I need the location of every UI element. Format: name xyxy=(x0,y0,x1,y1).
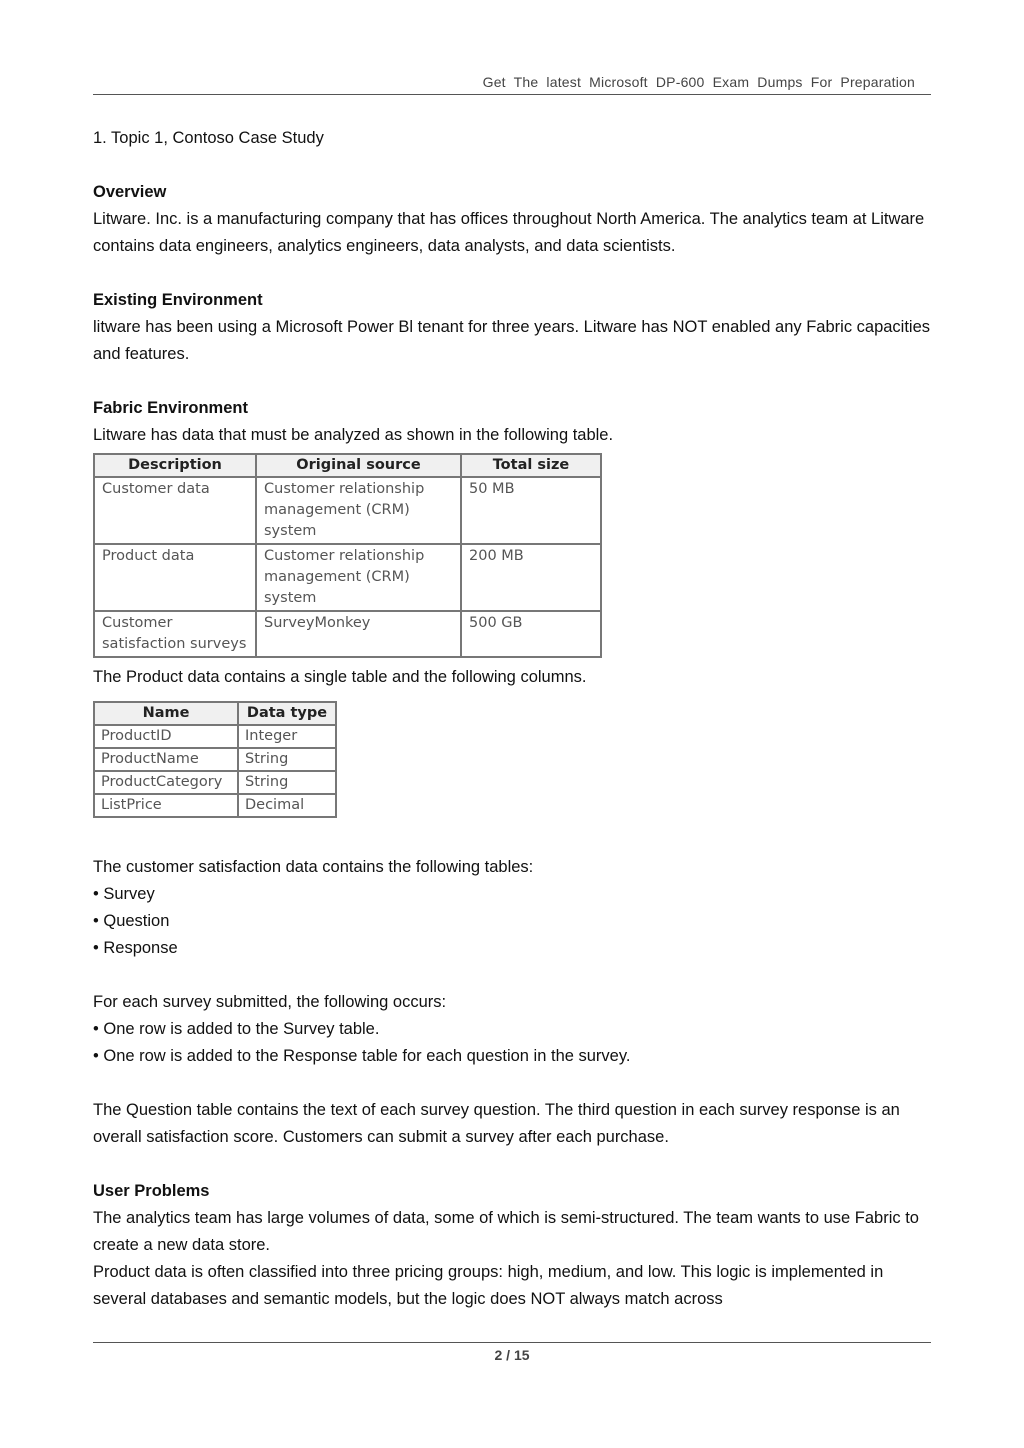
table-cell: SurveyMonkey xyxy=(256,611,461,657)
table-cell: ProductCategory xyxy=(94,771,238,794)
table-row xyxy=(94,725,336,748)
table-cell: ProductID xyxy=(94,725,238,748)
table-row xyxy=(94,794,336,817)
column-header: Data type xyxy=(238,702,336,725)
table-cell: Customer relationship management (CRM) system xyxy=(256,477,461,544)
table-cell: ListPrice xyxy=(94,794,238,817)
table-cell: 50 MB xyxy=(461,477,601,544)
page-number: 2 / 15 xyxy=(494,1347,530,1363)
column-header: Description xyxy=(94,454,256,477)
document-body xyxy=(93,125,933,1313)
table-row xyxy=(94,771,336,794)
table-row xyxy=(94,611,601,657)
fabric-environment-intro: Litware has data that must be analyzed as shown in the following table. xyxy=(93,426,614,444)
table-cell: Customer satisfaction surveys xyxy=(94,611,256,657)
overview-heading: Overview xyxy=(93,183,167,201)
table-cell: ProductName xyxy=(94,748,238,771)
user-problems-text-1: The analytics team has large volumes of data, some of which is semi-structured. The team wants to use Fabric to create a new data store. xyxy=(93,1209,919,1254)
table-row xyxy=(94,477,601,544)
column-header: Name xyxy=(94,702,238,725)
page-header xyxy=(93,72,931,95)
data-sources-table xyxy=(93,453,602,658)
table-cell: Customer data xyxy=(94,477,256,544)
table-cell: Product data xyxy=(94,544,256,611)
column-header: Original source xyxy=(256,454,461,477)
overview-text: Litware. Inc. is a manufacturing company that has offices throughout North America. The analytics team at Litware contains data engineers, analytics engineers, data analysts, and data scientists. xyxy=(93,210,925,255)
question-title: 1. Topic 1, Contoso Case Study xyxy=(93,129,324,147)
table-cell: Decimal xyxy=(238,794,336,817)
page-footer xyxy=(93,1342,931,1363)
list-item: • Response xyxy=(93,939,178,957)
table-header-row xyxy=(94,702,336,725)
question-table-text: The Question table contains the text of each survey question. The third question in each survey response is an overall satisfaction score. Customers can submit a survey after each purchase. xyxy=(93,1101,900,1146)
table-row xyxy=(94,544,601,611)
list-item: • Question xyxy=(93,912,170,930)
product-columns-table xyxy=(93,701,337,818)
table-header-row xyxy=(94,454,601,477)
table-cell: 200 MB xyxy=(461,544,601,611)
column-header: Total size xyxy=(461,454,601,477)
table-row xyxy=(94,748,336,771)
list-item: • Survey xyxy=(93,885,155,903)
user-problems-heading: User Problems xyxy=(93,1182,210,1200)
existing-environment-text: litware has been using a Microsoft Power Bl tenant for three years. Litware has NOT enabled any Fabric capacities and features. xyxy=(93,318,931,363)
user-problems-text-2: Product data is often classified into three pricing groups: high, medium, and low. This logic is implemented in several databases and semantic models, but the logic does NOT always match across xyxy=(93,1263,884,1308)
satisfaction-intro: The customer satisfaction data contains the following tables: xyxy=(93,858,534,876)
table-cell: Customer relationship management (CRM) system xyxy=(256,544,461,611)
table-cell: 500 GB xyxy=(461,611,601,657)
table-cell: Integer xyxy=(238,725,336,748)
table-cell: String xyxy=(238,748,336,771)
survey-intro: For each survey submitted, the following occurs: xyxy=(93,993,447,1011)
table-cell: String xyxy=(238,771,336,794)
list-item: • One row is added to the Response table for each question in the survey. xyxy=(93,1047,631,1065)
fabric-environment-heading: Fabric Environment xyxy=(93,399,248,417)
product-data-intro: The Product data contains a single table and the following columns. xyxy=(93,668,587,686)
existing-environment-heading: Existing Environment xyxy=(93,291,263,309)
list-item: • One row is added to the Survey table. xyxy=(93,1020,380,1038)
header-text: Get The latest Microsoft DP-600 Exam Dumps For Preparation xyxy=(482,74,915,90)
